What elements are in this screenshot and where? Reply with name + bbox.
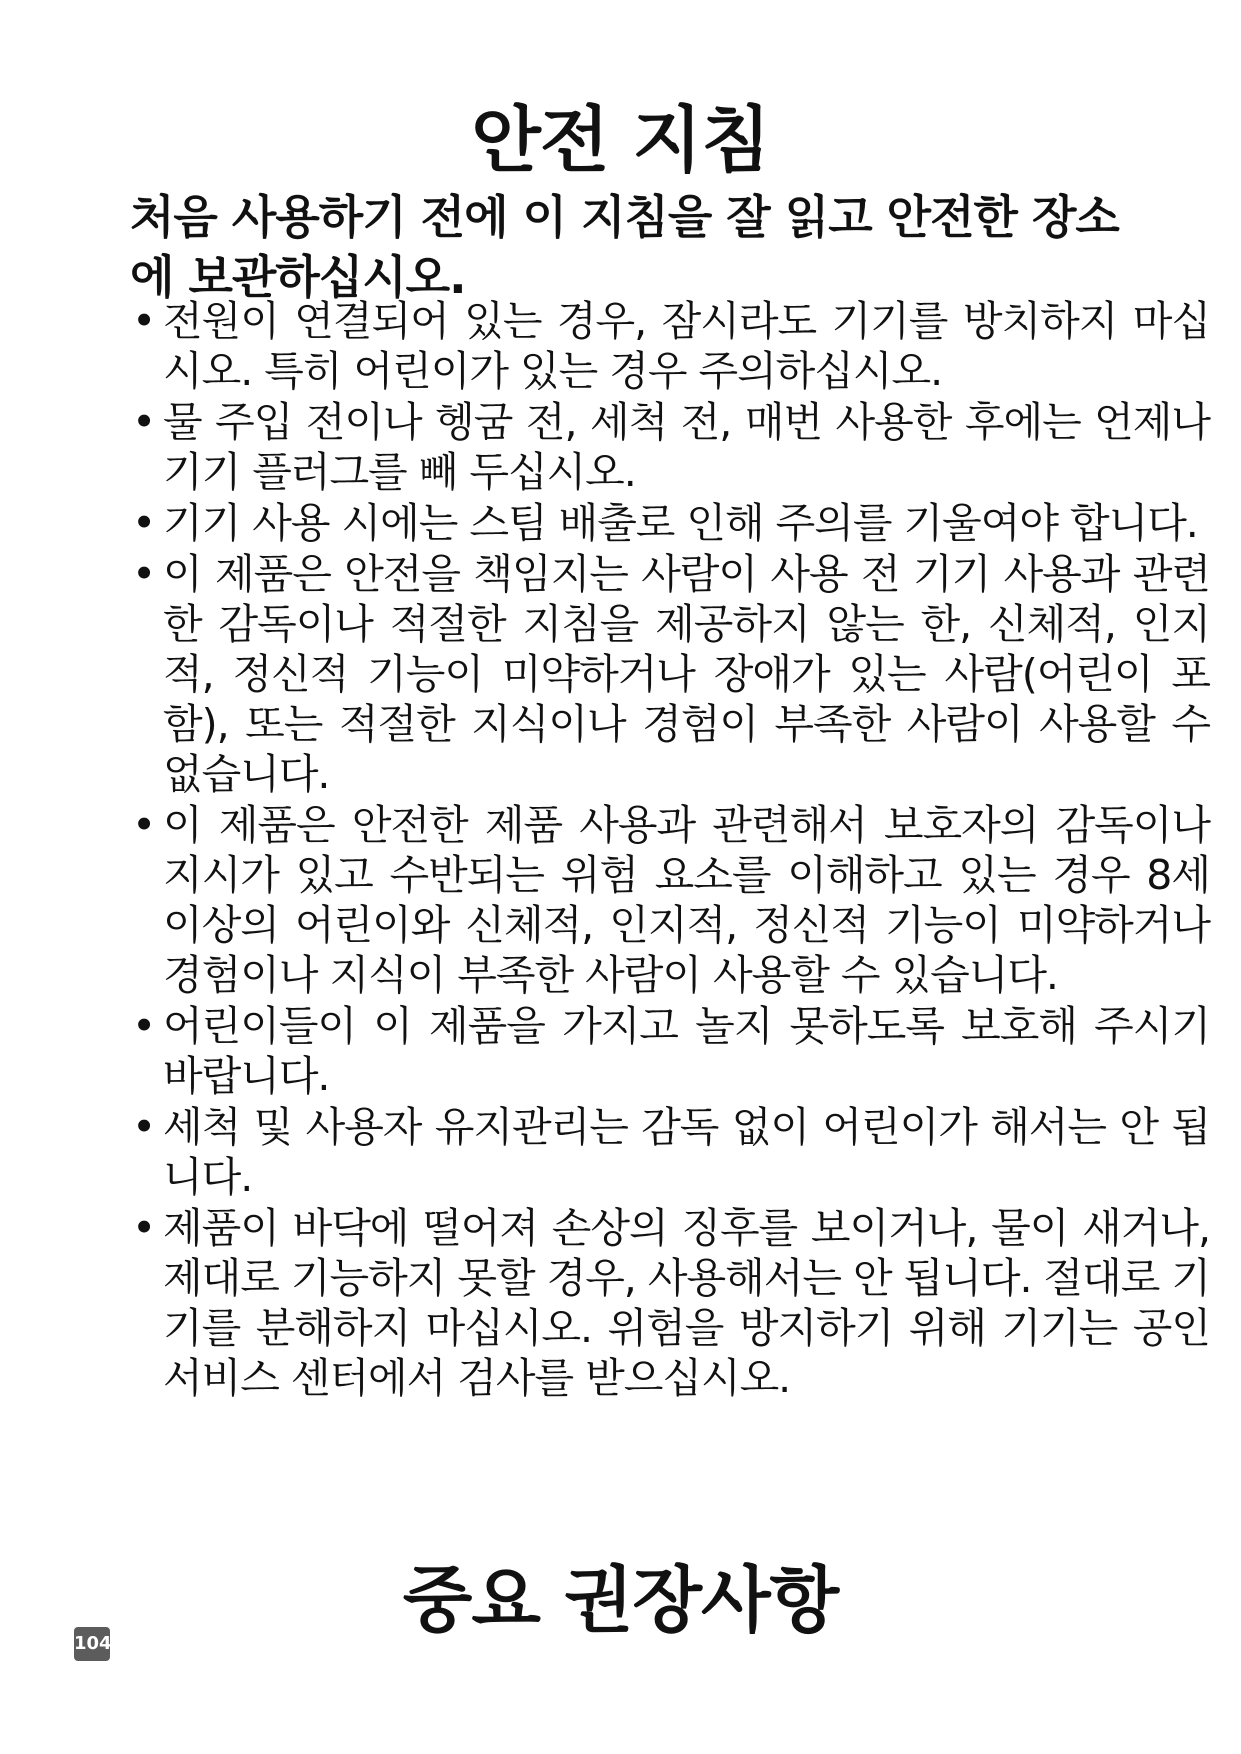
list-item-text: 이 제품은 안전을 책임지는 사람이 사용 전 기기 사용과 관련한 감독이나 적절한 지침을 제공하지 않는 한, 신체적, 인지적, 정신적 기능이 미약하거나 장애가 있는 사람(어린이 포함), 또는 적절한 지식이나 경험이 부족한 사람이 사용할 수 없습니다. — [163, 550, 1210, 798]
list-item — [130, 800, 1210, 1000]
list-item — [130, 1203, 1210, 1403]
list-item-text: 이 제품은 안전한 제품 사용과 관련해서 보호자의 감독이나 지시가 있고 수반되는 위험 요소를 이해하고 있는 경우 8세 이상의 어린이와 신체적, 인지적, 정신적 기능이 미약하거나 경험이나 지식이 부족한 사람이 사용할 수 있습니다. — [163, 801, 1210, 999]
bullet-icon: • — [132, 499, 156, 547]
bullet-icon: • — [132, 297, 156, 345]
list-item-text: 제품이 바닥에 떨어져 손상의 징후를 보이거나, 물이 새거나, 제대로 기능하지 못할 경우, 사용해서는 안 됩니다. 절대로 기기를 분해하지 마십시오. 위험을 방지하기 위해 기기는 공인 서비스 센터에서 검사를 받으십시오. — [163, 1204, 1210, 1402]
page-title: 안전 지침 — [471, 98, 770, 182]
list-item — [130, 397, 1210, 497]
list-item-text: 전원이 연결되어 있는 경우, 잠시라도 기기를 방치하지 마십시오. 특히 어린이가 있는 경우 주의하십시오. — [163, 297, 1210, 395]
list-item — [130, 296, 1210, 396]
list-item-text: 세척 및 사용자 유지관리는 감독 없이 어린이가 해서는 안 됩니다. — [163, 1103, 1210, 1201]
bullet-icon: • — [132, 398, 156, 446]
list-item-text: 물 주입 전이나 헹굼 전, 세척 전, 매번 사용한 후에는 언제나 기기 플러그를 빼 두십시오. — [163, 398, 1210, 496]
list-item — [130, 498, 1210, 548]
bullet-icon: • — [132, 1204, 156, 1252]
bullet-icon: • — [132, 1002, 156, 1050]
list-item-text: 어린이들이 이 제품을 가지고 놀지 못하도록 보호해 주시기 바랍니다. — [163, 1002, 1210, 1100]
list-item — [130, 549, 1210, 799]
list-item-text: 기기 사용 시에는 스팀 배출로 인해 주의를 기울여야 합니다. — [163, 499, 1198, 547]
bullet-icon: • — [132, 550, 156, 598]
bullet-icon: • — [132, 1103, 156, 1151]
page-number: 104 — [74, 1627, 110, 1661]
bullet-icon: • — [132, 801, 156, 849]
page-subtitle: 처음 사용하기 전에 이 지침을 잘 읽고 안전한 장소에 보관하십시오. — [130, 190, 1119, 304]
list-item — [130, 1001, 1210, 1101]
section-heading: 중요 권장사항 — [402, 1558, 839, 1642]
list-item — [130, 1102, 1210, 1202]
safety-instructions-list — [130, 296, 1210, 1404]
